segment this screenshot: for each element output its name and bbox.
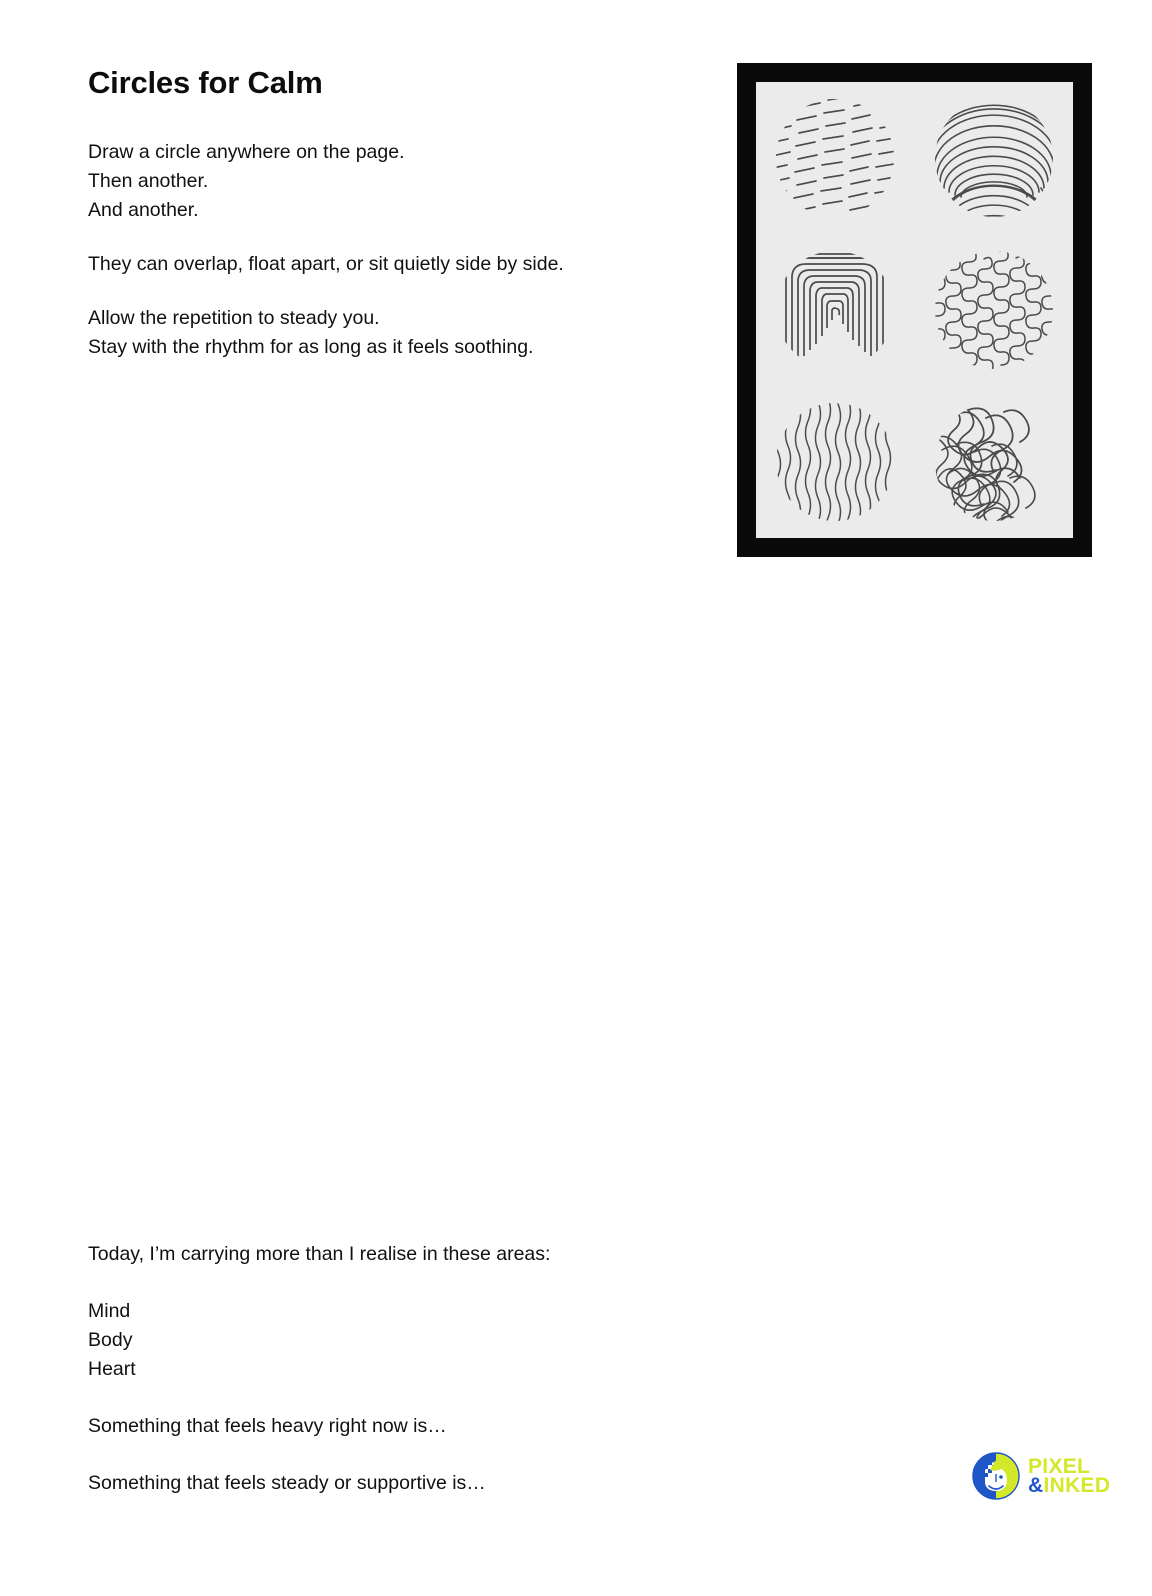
square-spiral-circle bbox=[780, 249, 890, 381]
pixel-and-inked-face-icon bbox=[972, 1452, 1020, 1500]
short-dashes-circle bbox=[767, 97, 898, 211]
prompt-question-steady: Something that feels steady or supportive is… bbox=[88, 1472, 486, 1494]
brand-word-inked: INKED bbox=[1043, 1474, 1111, 1497]
illustration-panel bbox=[756, 82, 1073, 538]
wavy-lines-circle bbox=[756, 397, 891, 538]
intro-paragraph-1 bbox=[88, 138, 708, 225]
brand-word-pixel: PIXEL bbox=[1028, 1454, 1091, 1478]
tangled-loops-circle bbox=[920, 402, 1035, 538]
page-title: Circles for Calm bbox=[88, 65, 323, 100]
brand-logo bbox=[972, 1452, 1110, 1500]
concentric-arcs-circle bbox=[929, 105, 1059, 254]
brand-ampersand: & bbox=[1028, 1474, 1044, 1497]
illustration-frame bbox=[737, 63, 1092, 557]
intro-line: They can overlap, float apart, or sit quietly side by side. bbox=[88, 253, 564, 276]
intro-paragraph-3 bbox=[88, 304, 708, 362]
prompt-question-heavy: Something that feels heavy right now is… bbox=[88, 1415, 447, 1437]
intro-paragraph-2 bbox=[88, 250, 708, 279]
intro-line: Draw a circle anywhere on the page. bbox=[88, 141, 405, 164]
intro-line: Then another. bbox=[88, 170, 209, 193]
list-item: Heart bbox=[88, 1358, 136, 1380]
area-list bbox=[88, 1297, 728, 1384]
brand-word-inked-row bbox=[1028, 1476, 1110, 1495]
intro-text-column bbox=[88, 66, 708, 362]
list-item: Body bbox=[88, 1329, 133, 1351]
prompt-lead-text: Today, I’m carrying more than I realise in these areas: bbox=[88, 1243, 551, 1265]
intro-line: And another. bbox=[88, 199, 199, 222]
brand-wordmark bbox=[1028, 1454, 1111, 1497]
list-item: Mind bbox=[88, 1300, 131, 1322]
intro-line: Allow the repetition to steady you. bbox=[88, 307, 380, 330]
reflection-prompt-block bbox=[88, 1240, 728, 1498]
intro-line: Stay with the rhythm for as long as it feels soothing. bbox=[88, 336, 534, 359]
coil-springs-circle bbox=[756, 250, 1057, 374]
